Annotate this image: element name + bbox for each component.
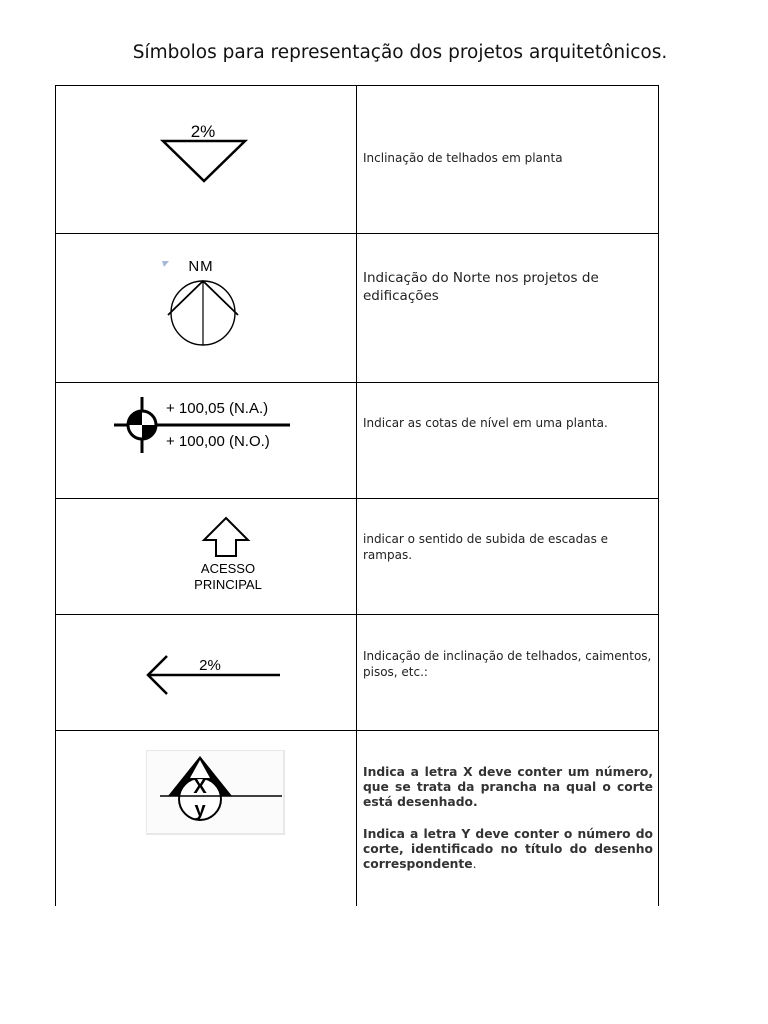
row-3-description: Indicar as cotas de nível em uma planta. — [363, 416, 608, 430]
slope-percent-label: 2% — [190, 122, 216, 141]
row-1-description: Inclinação de telhados em planta — [363, 151, 563, 165]
row-divider — [55, 382, 659, 383]
page-title — [0, 42, 768, 63]
page-title-period: . — [661, 42, 668, 63]
access-label-line2: PRINCIPAL — [194, 577, 262, 592]
level-marker-symbol — [110, 393, 300, 459]
row-divider — [55, 498, 659, 499]
slope-arrow-symbol — [140, 650, 290, 700]
no-level-label: + 100,00 (N.O.) — [166, 433, 270, 450]
row-6-description-p2-period: . — [472, 857, 477, 871]
arrow-percent-label: 2% — [199, 657, 221, 674]
row-divider — [55, 614, 659, 615]
row-4-description: indicar o sentido de subida de escadas e rampas. — [363, 532, 609, 562]
row-6-description-p2-text: Indica a letra Y deve conter o número do corte, identificado no título do desenho correspondente — [363, 827, 653, 871]
row-6-description-p1: Indica a letra X deve conter um número, que se trata da prancha na qual o corte está desenhado. — [363, 765, 653, 809]
access-label-line1: ACESSO — [200, 561, 256, 576]
nm-label: NM — [188, 258, 214, 275]
north-indicator-symbol — [158, 255, 248, 347]
section-y-label: y — [194, 799, 206, 821]
main-access-arrow-symbol — [180, 514, 280, 596]
roof-slope-triangle-symbol — [155, 118, 255, 188]
column-divider — [356, 85, 357, 906]
row-2-description: Indicação do Norte nos projetos de edificações — [363, 270, 599, 305]
row-divider — [55, 730, 659, 731]
section-cut-symbol — [146, 750, 286, 836]
row-6-description-p2 — [363, 827, 653, 872]
row-divider — [55, 233, 659, 234]
page-title-text: Símbolos para representação dos projetos arquitetônicos — [132, 42, 662, 63]
na-level-label: + 100,05 (N.A.) — [166, 400, 269, 417]
row-5-description: Indicação de inclinação de telhados, caimentos, pisos, etc.: — [363, 649, 652, 679]
section-x-label: X — [193, 776, 207, 798]
